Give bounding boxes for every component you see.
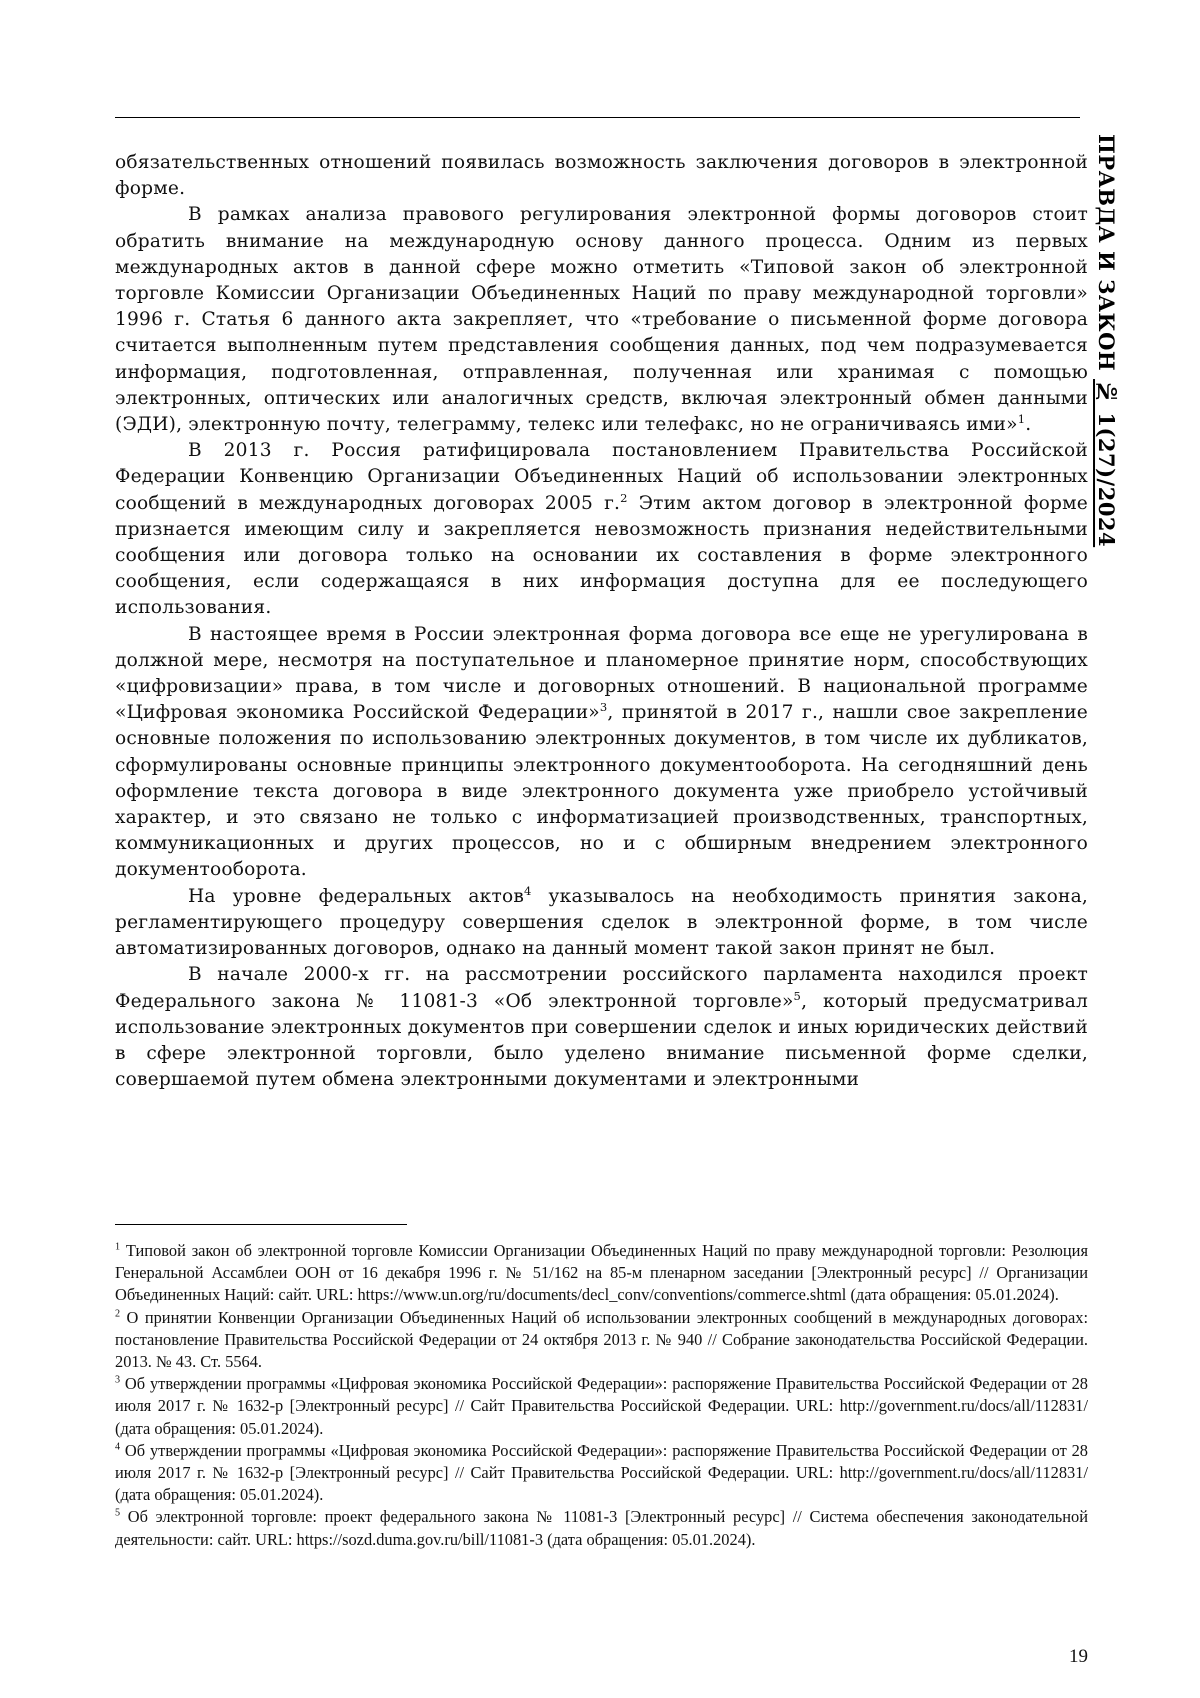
paragraph-text: , принятой в 2017 г., нашли свое закрепление основные положения по использованию электронных документов, в том числе их дубликатов, сформулированы основные принципы электронного документооборота. На сегодняшний день оформление текста договора в виде электронного документа уже приобрело устойчивый характер, и это связано не только с информатизацией производственных, транспортных, коммуникационных и других процессов, но и с обширным внедрением электронного документооборота. [115, 702, 1088, 880]
paragraph-text: На уровне федеральных актов [188, 886, 524, 907]
footnote-separator [115, 1224, 407, 1225]
paragraph: В рамках анализа правового регулирования электронной формы договоров стоит обратить внимание на международную основу данного процесса. Одним из первых международных актов в данной сфере можно отметить «Типовой закон об электронной торговле Комиссии Организации Объединенных Наций по праву международной торговли» 1996 г. Статья 6 данного акта закрепляет, что «требование о письменной форме договора считается выполненным путем представления сообщения данных, под чем подразумевается информация, подготовленная, отправленная, полученная или хранимая с помощью электронных, оптических или аналогичных средств, включая электронный обмен данными (ЭДИ), электронную почту, телеграмму, телекс или телефакс, но не ограничиваясь ими»1. [115, 202, 1088, 438]
paragraph-text: В 2013 г. Россия ратифицировала постановлением Правительства Российской Федерации Конвенцию Организации Объединенных Наций об использовании электронных сообщений в международных договорах 2005 г. [115, 440, 1088, 513]
footnotes [115, 1240, 1088, 1551]
footnote-text: Типовой закон об электронной торговле Комиссии Организации Объединенных Наций по праву международной торговли: Резолюция Генеральной Ассамблеи ООН от 16 декабря 1996 г. № 51/162 на 85-м пленарном заседании [Электронный ресурс] // Организации Объединенных Наций: сайт. URL: https://www.un.org/ru/documents/decl_conv/conventions/commerce.shtml (дата обращения: 05.01.2024). [115, 1241, 1088, 1304]
paragraph-text: , который предусматривал использование электронных документов при совершении сделок и иных юридических действий в сфере электронной торговли, было уделено внимание письменной форме сделки, совершаемой путем обмена электронными документами и электронными [115, 991, 1088, 1091]
footnote-number: 4 [115, 1441, 120, 1452]
footnote-text: О принятии Конвенции Организации Объединенных Наций об использовании электронных сообщений в международных договорах: постановление Правительства Российской Федерации от 24 октября 2013 г. № 940 // Собрание законодательства Российской Федерации. 2013. № 43. Ст. 5564. [115, 1308, 1088, 1371]
footnote-number: 1 [115, 1242, 120, 1253]
header-rule [115, 117, 1080, 118]
footnote-number: 2 [115, 1308, 120, 1319]
footnote-number: 5 [115, 1508, 120, 1519]
paragraph [115, 962, 1088, 1093]
paragraph-text: обязательственных отношений появилась возможность заключения договоров в электронной форме. [115, 152, 1088, 199]
footnote-ref[interactable]: 3 [600, 700, 608, 714]
footnote [115, 1506, 1088, 1550]
footnote [115, 1307, 1088, 1374]
journal-side-title [1096, 134, 1117, 547]
paragraph-text: В рамках анализа правового регулирования электронной формы договоров стоит обратить внимание на международную основу данного процесса. Одним из первых международных актов в данной сфере можно отметить «Типовой закон об электронной торговле Комиссии Организации Объединенных Наций по праву международной торговли» 1996 г. Статья 6 данного акта закрепляет, что «требование о письменной форме договора считается выполненным путем представления сообщения данных, под чем подразумевается информация, подготовленная, отправленная, полученная или хранимая с помощью электронных, оптических или аналогичных средств, включая электронный обмен данными (ЭДИ), электронную почту, телеграмму, телекс или телефакс, но не ограничиваясь ими» [115, 204, 1088, 435]
footnote-ref[interactable]: 2 [620, 490, 628, 504]
footnote-ref[interactable]: 4 [524, 884, 532, 898]
journal-name: ПРАВДА И ЗАКОН [1094, 134, 1119, 379]
footnote-ref[interactable]: 5 [794, 988, 802, 1002]
footnote-text: Об электронной торговле: проект федерального закона № 11081-3 [Электронный ресурс] // Система обеспечения законодательной деятельности: сайт. URL: https://sozd.duma.gov.ru/bill/11081-3 (дата обращения: 05.01.2024). [115, 1507, 1088, 1548]
footnote [115, 1373, 1088, 1440]
paragraph-text: В настоящее время в России электронная форма договора все еще не урегулирована в должной мере, несмотря на поступательное и планомерное принятие норм, способствующих «цифровизации» права, в том числе и договорных отношений. В национальной программе «Цифровая экономика Российской Федерации» [115, 624, 1088, 724]
paragraph [115, 622, 1088, 884]
article-body [115, 150, 1088, 1093]
footnote-ref[interactable]: 1 [1018, 412, 1026, 426]
paragraph-text: Этим актом договор в электронной форме признается имеющим силу и закрепляется невозможность признания недействительными сообщения или договора только на основании их составления в форме электронного сообщения, если содержащаяся в них информация доступна для ее последующего использования. [115, 493, 1088, 619]
paragraph [115, 438, 1088, 621]
footnote-number: 3 [115, 1375, 120, 1386]
paragraph-text: В начале 2000-х гг. на рассмотрении российского парламента находился проект Федерального закона № 11081-3 «Об электронной торговле» [115, 964, 1088, 1011]
journal-page [0, 0, 1200, 1698]
paragraph-text: указывалось на необходимость принятия закона, регламентирующего процедуру совершения сделок в электронной форме, в том числе автоматизированных договоров, однако на данный момент такой закон принят не был. [115, 886, 1088, 959]
page-number: 19 [1069, 1646, 1088, 1668]
paragraph [115, 884, 1088, 963]
journal-issue: № 1(27)/2024 [1094, 379, 1119, 547]
paragraph-continuation [115, 150, 1088, 202]
footnote-text: Об утверждении программы «Цифровая экономика Российской Федерации»: распоряжение Правительства Российской Федерации от 28 июля 2017 г. № 1632-р [Электронный ресурс] // Сайт Правительства Российской Федерации. URL: http://government.ru/docs/all/112831/ (дата обращения: 05.01.2024). [115, 1441, 1088, 1504]
footnote [115, 1240, 1088, 1307]
footnote [115, 1440, 1088, 1507]
footnote-text: Об утверждении программы «Цифровая экономика Российской Федерации»: распоряжение Правительства Российской Федерации от 28 июля 2017 г. № 1632-р [Электронный ресурс] // Сайт Правительства Российской Федерации. URL: http://government.ru/docs/all/112831/ (дата обращения: 05.01.2024). [115, 1374, 1088, 1437]
